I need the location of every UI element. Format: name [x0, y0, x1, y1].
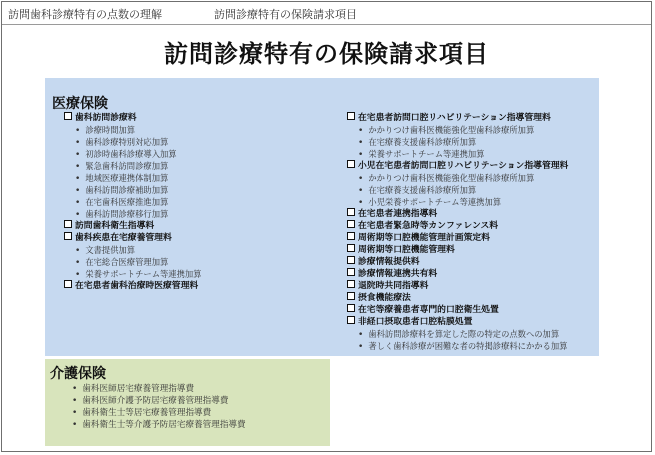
item-subitem	[347, 196, 597, 208]
item-text: 小児在宅患者訪問口腔リハビリテーション指導管理料	[358, 161, 569, 171]
item-text: 歯科訪問診療料	[75, 113, 137, 123]
bullet-dot-icon: •	[358, 198, 364, 208]
item-text: 在宅等療養患者専門的口腔衛生処置	[358, 305, 499, 315]
item-subitem	[64, 172, 334, 184]
item-text: 在宅歯科医療推進加算	[85, 197, 169, 207]
care-insurance-title: 介護保険	[50, 366, 106, 382]
bullet-dot-icon: •	[75, 126, 81, 136]
medical-insurance-title: 医療保険	[52, 96, 108, 112]
item-text: 歯科診療特別対応加算	[85, 137, 169, 147]
item-text: 歯科医師介護予防居宅療養管理指導費	[82, 396, 229, 406]
bullet-dot-icon: •	[358, 174, 364, 184]
checkbox-square-icon	[64, 220, 72, 228]
checkbox-square-icon	[64, 280, 72, 288]
item-subitem	[64, 124, 334, 136]
bullet-dot-icon: •	[72, 420, 78, 430]
bullet-dot-icon: •	[75, 138, 81, 148]
bullet-dot-icon: •	[75, 270, 81, 280]
care-list	[62, 382, 327, 430]
bullet-dot-icon: •	[358, 342, 364, 352]
bullet-dot-icon: •	[75, 246, 81, 256]
slide-frame	[1, 1, 652, 452]
item-text: 著しく歯科診療が困難な者の特掲診療料にかかる加算	[368, 341, 568, 351]
checkbox-square-icon	[347, 220, 355, 228]
item-heading	[347, 112, 597, 124]
item-text: 退院時共同指導料	[358, 281, 429, 291]
bullet-dot-icon: •	[75, 150, 81, 160]
checkbox-square-icon	[347, 304, 355, 312]
item-text: 診療時間加算	[85, 125, 136, 135]
breadcrumb	[2, 2, 651, 25]
item-text: 周術期等口腔機能管理料	[358, 245, 455, 255]
bullet-dot-icon: •	[72, 408, 78, 418]
item-subitem	[347, 148, 597, 160]
checkbox-square-icon	[64, 232, 72, 240]
item-text: 歯科医師居宅療養管理指導費	[82, 384, 195, 394]
item-text: 周術期等口腔機能管理計画策定料	[358, 233, 490, 243]
item-text: 栄養サポートチーム等連携加算	[85, 269, 202, 279]
bullet-dot-icon: •	[75, 258, 81, 268]
item-text: 歯科疾患在宅療養管理料	[75, 233, 172, 243]
checkbox-square-icon	[347, 232, 355, 240]
item-heading	[347, 256, 597, 268]
checkbox-square-icon	[64, 112, 72, 120]
bullet-dot-icon: •	[358, 186, 364, 196]
item-text: 在宅療養支援歯科診療所加算	[368, 137, 477, 147]
item-text: 歯科訪問診療移行加算	[85, 209, 169, 219]
bullet-dot-icon: •	[75, 198, 81, 208]
checkbox-square-icon	[347, 208, 355, 216]
bullet-dot-icon: •	[72, 384, 78, 394]
item-heading	[347, 316, 597, 328]
bullet-dot-icon: •	[75, 162, 81, 172]
breadcrumb-item-current[interactable]: 訪問診療特有の保険請求項目	[214, 8, 357, 21]
item-text: 在宅患者訪問口腔リハビリテーション指導管理料	[358, 113, 551, 123]
item-heading	[347, 232, 597, 244]
checkbox-square-icon	[347, 280, 355, 288]
care-list-item	[62, 418, 327, 430]
item-text: 在宅療養支援歯科診療所加算	[368, 185, 477, 195]
item-subitem	[347, 172, 597, 184]
item-text: 在宅患者歯科治療時医療管理料	[75, 281, 199, 291]
item-text: 初診時歯科診療導入加算	[85, 149, 177, 159]
item-text: 歯科訪問診療補助加算	[85, 185, 169, 195]
item-text: 在宅総合医療管理加算	[85, 257, 169, 267]
checkbox-square-icon	[347, 316, 355, 324]
checkbox-square-icon	[347, 112, 355, 120]
medical-right-list	[347, 112, 597, 352]
checkbox-square-icon	[347, 244, 355, 252]
medical-left-list	[64, 112, 334, 292]
breadcrumb-item-parent[interactable]: 訪問歯科診療特有の点数の理解	[8, 8, 162, 21]
item-text: 歯科訪問診療料を算定した際の特定の点数への加算	[368, 329, 560, 339]
item-subitem	[347, 328, 597, 340]
item-heading	[64, 280, 334, 292]
item-heading	[64, 232, 334, 244]
item-text: 診療情報提供料	[358, 257, 420, 267]
item-text: 在宅患者緊急時等カンファレンス料	[358, 221, 499, 231]
item-text: 歯科衛生士等介護予防居宅療養管理指導費	[82, 420, 246, 430]
checkbox-square-icon	[347, 256, 355, 264]
bullet-dot-icon: •	[358, 126, 364, 136]
item-heading	[347, 220, 597, 232]
care-insurance-panel	[45, 359, 330, 446]
item-subitem	[347, 340, 597, 352]
item-subitem	[347, 124, 597, 136]
item-heading	[347, 292, 597, 304]
item-subitem	[64, 268, 334, 280]
bullet-dot-icon: •	[358, 150, 364, 160]
item-heading	[347, 304, 597, 316]
bullet-dot-icon: •	[358, 138, 364, 148]
item-text: 在宅患者連携指導料	[358, 209, 438, 219]
checkbox-square-icon	[347, 160, 355, 168]
care-list-item	[62, 382, 327, 394]
checkbox-square-icon	[347, 268, 355, 276]
item-text: 診療情報連携共有料	[358, 269, 438, 279]
care-list-item	[62, 406, 327, 418]
item-subitem	[64, 184, 334, 196]
bullet-dot-icon: •	[75, 174, 81, 184]
item-heading	[64, 220, 334, 232]
item-subitem	[64, 136, 334, 148]
item-heading	[347, 160, 597, 172]
care-list-item	[62, 394, 327, 406]
item-subitem	[347, 136, 597, 148]
item-text: 栄養サポートチーム等連携加算	[368, 149, 485, 159]
item-text: 歯科衛生士等居宅療養管理指導費	[82, 408, 212, 418]
bullet-dot-icon: •	[75, 186, 81, 196]
item-subitem	[64, 160, 334, 172]
item-subitem	[347, 184, 597, 196]
item-heading	[64, 112, 334, 124]
item-heading	[347, 268, 597, 280]
item-heading	[347, 208, 597, 220]
item-heading	[347, 244, 597, 256]
item-heading	[347, 280, 597, 292]
item-text: かかりつけ歯科医機能強化型歯科診療所加算	[368, 173, 535, 183]
item-text: 訪問歯科衛生指導料	[75, 221, 155, 231]
item-text: 非経口摂取患者口腔粘膜処置	[358, 317, 473, 327]
item-text: 文書提供加算	[85, 245, 136, 255]
item-subitem	[64, 196, 334, 208]
item-subitem	[64, 244, 334, 256]
item-text: 地域医療連携体制加算	[85, 173, 169, 183]
checkbox-square-icon	[347, 292, 355, 300]
page-title: 訪問診療特有の保険請求項目	[164, 40, 489, 68]
item-text: 摂食機能療法	[358, 293, 411, 303]
item-subitem	[64, 148, 334, 160]
item-text: かかりつけ歯科医機能強化型歯科診療所加算	[368, 125, 535, 135]
bullet-dot-icon: •	[358, 330, 364, 340]
item-subitem	[64, 208, 334, 220]
item-text: 小児栄養サポートチーム等連携加算	[368, 197, 502, 207]
medical-insurance-panel	[45, 78, 599, 356]
item-subitem	[64, 256, 334, 268]
bullet-dot-icon: •	[72, 396, 78, 406]
bullet-dot-icon: •	[75, 210, 81, 220]
item-text: 緊急歯科訪問診療加算	[85, 161, 169, 171]
